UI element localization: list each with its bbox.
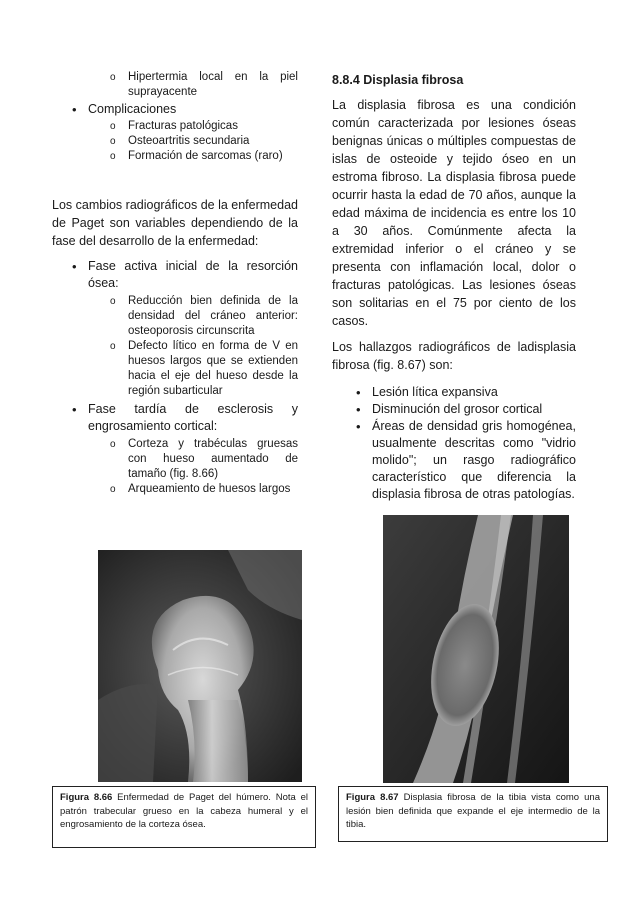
complications-sublist (110, 119, 298, 164)
complications-label: • Complicaciones (66, 101, 298, 118)
list-item: o Fracturas patológicas (110, 119, 298, 134)
list-item: o Corteza y trabéculas gruesas con hueso aumentado de tamaño (fig. 8.66) (110, 437, 298, 482)
findings-intro: Los hallazgos radiográficos de ladisplasia fibrosa (fig. 8.67) son: (332, 340, 576, 372)
figure-866-caption (52, 786, 316, 848)
fibrous-dysplasia-paragraph: La displasia fibrosa es una condición común caracterizada por lesiones óseas benignas únicas o múltiples compuestas de islas de osteoide y tejido óseo en un estroma fibroso. La displasia fibrosa puede ocurrir hasta la edad de 70 años, aunque la edad máxima de incidencia es entre los 10 a 30 años. Comúnmente afecta la extremidad inferior o el cráneo y se presenta con inflamación local, dolor o fracturas patológicas. Las lesiones óseas son solitarias en el 75 por ciento de los casos. (332, 98, 576, 328)
phase-late: • Fase tardía de esclerosis y engrosamiento cortical: (66, 401, 298, 435)
findings-list (350, 384, 576, 503)
list-item: • Lesión lítica expansiva (350, 384, 576, 401)
phase-late-sublist (110, 437, 298, 497)
figure-867-caption (338, 786, 608, 842)
figure-label: Figura 8.66 (60, 792, 113, 803)
tibia-xray-graphic (383, 515, 569, 783)
complications-list (66, 101, 298, 118)
caption-text: Enfermedad de Paget del húmero. Nota el patrón trabecular grueso en la cabeza humeral y el engrosamiento de la corteza ósea. (60, 792, 308, 830)
list-item: • Áreas de densidad gris homogénea, usualmente descritas como "vidrio molido"; un rasgo radiográfico característico que diferencia la displasia fibrosa de otras patologías. (350, 418, 576, 503)
list-item: o Defecto lítico en forma de V en huesos largos que se extienden hacia el eje del hueso desde la región subarticular (110, 339, 298, 399)
right-column (332, 70, 576, 503)
section-heading: 8.8.4 Displasia fibrosa (332, 73, 464, 87)
tibia-xray-image (383, 515, 569, 783)
list-item: o Formación de sarcomas (raro) (110, 149, 298, 164)
list-item: o Reducción bien definida de la densidad del cráneo anterior: osteoporosis circunscrita (110, 294, 298, 339)
left-column (52, 70, 298, 497)
list-item: o Osteoartritis secundaria (110, 134, 298, 149)
figure-label: Figura 8.67 (346, 792, 399, 803)
symptom-sublist (110, 70, 298, 100)
phase-active-sublist (110, 294, 298, 399)
phase-active: • Fase activa inicial de la resorción ósea: (66, 258, 298, 292)
phase-list-late (66, 401, 298, 435)
list-item: o Arqueamiento de huesos largos (110, 482, 298, 497)
caption-text: Displasia fibrosa de la tibia vista como una lesión bien definida que expande el eje intermedio de la tibia. (346, 792, 600, 830)
list-item: o Hipertermia local en la piel suprayacente (110, 70, 298, 100)
paget-paragraph: Los cambios radiográficos de la enfermedad de Paget son variables dependiendo de la fase del desarrollo de la enfermedad: (52, 198, 298, 248)
humerus-xray-image (98, 550, 302, 782)
phase-list (66, 258, 298, 292)
humerus-xray-graphic (98, 550, 302, 782)
list-item: • Disminución del grosor cortical (350, 401, 576, 418)
